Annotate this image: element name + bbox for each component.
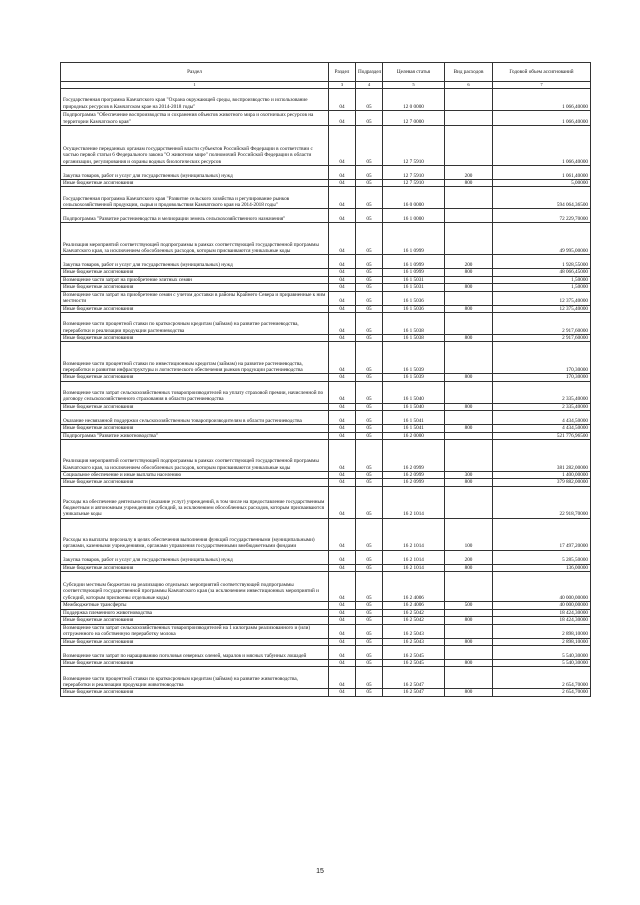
row-podrazdel: 05 — [356, 689, 383, 696]
row-amount: 18 424,30000 — [493, 617, 591, 624]
row-razdel: 04 — [329, 667, 356, 689]
table-row — [61, 638, 591, 645]
row-target-article: 16 1 5036 — [383, 291, 445, 305]
row-amount: 2 898,10000 — [493, 624, 591, 638]
row-razdel: 04 — [329, 305, 356, 312]
header-name: Раздел — [61, 63, 329, 82]
row-expense-type: 300 — [445, 472, 493, 479]
header-target-article: Целевая статья — [383, 63, 445, 82]
row-razdel: 04 — [329, 550, 356, 564]
row-target-article: 16 1 0999 — [383, 255, 445, 269]
row-podrazdel: 05 — [356, 440, 383, 472]
row-podrazdel: 05 — [356, 111, 383, 126]
row-amount: 17 497,20000 — [493, 518, 591, 550]
table-row — [61, 667, 591, 689]
table-row — [61, 111, 591, 126]
row-razdel: 04 — [329, 374, 356, 381]
row-expense-type — [445, 291, 493, 305]
row-amount: 521 776,96500 — [493, 432, 591, 439]
row-expense-type: 800 — [445, 617, 493, 624]
column-number: 1 — [61, 82, 329, 89]
table-row — [61, 425, 591, 432]
table-row — [61, 403, 591, 410]
row-podrazdel: 05 — [356, 209, 383, 223]
row-podrazdel: 05 — [356, 617, 383, 624]
row-amount: 2 917,60000 — [493, 313, 591, 335]
table-row — [61, 335, 591, 342]
row-expense-type: 800 — [445, 659, 493, 666]
row-expense-type: 800 — [445, 269, 493, 276]
row-amount: 1 400,00000 — [493, 472, 591, 479]
table-header-row — [61, 63, 591, 82]
row-target-article: 16 1 0999 — [383, 269, 445, 276]
row-amount: 4 434,50000 — [493, 411, 591, 425]
row-expense-type — [445, 187, 493, 209]
table-row — [61, 572, 591, 602]
row-podrazdel: 05 — [356, 602, 383, 609]
row-amount: 40 000,00000 — [493, 602, 591, 609]
row-razdel: 04 — [329, 440, 356, 472]
table-row — [61, 374, 591, 381]
row-amount: 12 375,40000 — [493, 305, 591, 312]
row-expense-type — [445, 209, 493, 223]
row-razdel: 04 — [329, 411, 356, 425]
row-podrazdel: 05 — [356, 572, 383, 602]
table-row — [61, 255, 591, 269]
table-row — [61, 486, 591, 518]
table-row — [61, 187, 591, 209]
row-name: Иные бюджетные ассигнования — [61, 564, 329, 571]
row-amount: 5 540,30000 — [493, 659, 591, 666]
row-amount: 2 917,60000 — [493, 335, 591, 342]
row-expense-type — [445, 572, 493, 602]
row-target-article: 16 2 0999 — [383, 479, 445, 486]
row-podrazdel: 05 — [356, 432, 383, 439]
row-razdel: 04 — [329, 313, 356, 335]
row-target-article: 16 2 1014 — [383, 550, 445, 564]
row-expense-type: 500 — [445, 602, 493, 609]
row-razdel: 04 — [329, 223, 356, 255]
row-amount: 170,30000 — [493, 342, 591, 374]
row-expense-type: 800 — [445, 284, 493, 291]
table-row — [61, 223, 591, 255]
table-row — [61, 609, 591, 616]
row-target-article: 16 1 5038 — [383, 313, 445, 335]
table-row — [61, 624, 591, 638]
row-expense-type: 200 — [445, 166, 493, 180]
row-target-article: 12 7 5910 — [383, 126, 445, 166]
row-expense-type: 100 — [445, 518, 493, 550]
table-row — [61, 305, 591, 312]
row-target-article: 16 1 5040 — [383, 381, 445, 403]
row-name: Возмещение части затрат на приобретение элитных семян — [61, 276, 329, 283]
row-target-article: 16 2 5045 — [383, 645, 445, 659]
row-target-article: 16 2 5047 — [383, 689, 445, 696]
column-number: 3 — [329, 82, 356, 89]
page-number: 15 — [316, 868, 324, 875]
row-podrazdel: 05 — [356, 269, 383, 276]
row-name: Закупка товаров, работ и услуг для государственных (муниципальных) нужд — [61, 255, 329, 269]
row-amount: 5 285,50000 — [493, 550, 591, 564]
row-podrazdel: 05 — [356, 180, 383, 187]
table-row — [61, 550, 591, 564]
row-razdel: 04 — [329, 659, 356, 666]
row-razdel: 04 — [329, 624, 356, 638]
row-podrazdel: 05 — [356, 564, 383, 571]
row-razdel: 04 — [329, 209, 356, 223]
row-podrazdel: 05 — [356, 425, 383, 432]
row-target-article: 16 2 0000 — [383, 432, 445, 439]
row-podrazdel: 05 — [356, 223, 383, 255]
row-amount: 1 066,40000 — [493, 89, 591, 111]
row-amount: 2 335,40000 — [493, 381, 591, 403]
row-target-article: 16 1 0999 — [383, 223, 445, 255]
row-podrazdel: 05 — [356, 187, 383, 209]
row-name: Иные бюджетные ассигнования — [61, 335, 329, 342]
row-target-article: 16 2 5043 — [383, 638, 445, 645]
row-razdel: 04 — [329, 645, 356, 659]
row-target-article: 16 2 0999 — [383, 440, 445, 472]
table-row — [61, 166, 591, 180]
row-podrazdel: 05 — [356, 667, 383, 689]
header-expense-type: Вид расходов — [445, 63, 493, 82]
table-row — [61, 564, 591, 571]
row-name: Расходы на обеспечение деятельности (оказание услуг) учреждений, в том числе на предоставление государственным бюджетным и автономным учреждениям субсидий, за исключением обособленных расходов, которым присваиваются уникальные коды — [61, 486, 329, 518]
row-target-article: 16 2 4006 — [383, 572, 445, 602]
row-razdel: 04 — [329, 342, 356, 374]
table-row — [61, 284, 591, 291]
column-number: 6 — [445, 82, 493, 89]
row-name: Иные бюджетные ассигнования — [61, 374, 329, 381]
row-target-article: 16 2 5045 — [383, 659, 445, 666]
row-podrazdel: 05 — [356, 472, 383, 479]
row-expense-type: 800 — [445, 403, 493, 410]
row-target-article: 16 2 4006 — [383, 602, 445, 609]
row-expense-type: 800 — [445, 305, 493, 312]
row-razdel: 04 — [329, 403, 356, 410]
row-razdel: 04 — [329, 689, 356, 696]
row-podrazdel: 05 — [356, 255, 383, 269]
row-razdel: 04 — [329, 166, 356, 180]
row-expense-type — [445, 111, 493, 126]
row-razdel: 04 — [329, 269, 356, 276]
row-expense-type — [445, 313, 493, 335]
row-amount: 40 000,00000 — [493, 572, 591, 602]
row-razdel: 04 — [329, 617, 356, 624]
table-row — [61, 89, 591, 111]
row-amount: 1 066,40000 — [493, 126, 591, 166]
row-name: Подпрограмма "Развитие растениеводства и мелиорации земель сельскохозяйственного назначения" — [61, 209, 329, 223]
column-number-row — [61, 82, 591, 89]
row-name: Возмещение части процентной ставки по краткосрочным кредитам (займам) на развитие животноводства, переработки и реализации продукции животноводства — [61, 667, 329, 689]
row-expense-type — [445, 432, 493, 439]
table-row — [61, 269, 591, 276]
row-amount: 1 928,55000 — [493, 255, 591, 269]
row-expense-type — [445, 276, 493, 283]
row-amount: 1 061,40000 — [493, 166, 591, 180]
row-name: Расходы на выплаты персоналу в целях обеспечения выполнения функций государственными (муниципальными) органами, казенными учреждениями, органами управления государственными внебюджетными фондами — [61, 518, 329, 550]
row-expense-type: 800 — [445, 374, 493, 381]
table-row — [61, 291, 591, 305]
row-name: Иные бюджетные ассигнования — [61, 659, 329, 666]
row-razdel: 04 — [329, 111, 356, 126]
row-amount: 4 434,50000 — [493, 425, 591, 432]
row-name: Возмещение части затрат сельскохозяйственных товаропроизводителей на уплату страховой премии, начисленной по договору сельскохозяйственного страхования в области растениеводства — [61, 381, 329, 403]
row-amount: 22 918,70000 — [493, 486, 591, 518]
table-row — [61, 617, 591, 624]
row-expense-type — [445, 89, 493, 111]
row-amount: 2 654,70000 — [493, 667, 591, 689]
row-name: Иные бюджетные ассигнования — [61, 617, 329, 624]
row-podrazdel: 05 — [356, 313, 383, 335]
column-number: 7 — [493, 82, 591, 89]
row-target-article: 16 1 5039 — [383, 374, 445, 381]
row-podrazdel: 05 — [356, 609, 383, 616]
row-target-article: 16 1 5031 — [383, 276, 445, 283]
table-row — [61, 313, 591, 335]
row-name: Закупка товаров, работ и услуг для государственных (муниципальных) нужд — [61, 550, 329, 564]
row-podrazdel: 05 — [356, 479, 383, 486]
row-razdel: 04 — [329, 284, 356, 291]
row-amount: 2 654,70000 — [493, 689, 591, 696]
table-body — [61, 89, 591, 697]
row-razdel: 04 — [329, 255, 356, 269]
header-podrazdel: Подраздел — [356, 63, 383, 82]
row-expense-type — [445, 667, 493, 689]
row-podrazdel: 05 — [356, 291, 383, 305]
row-razdel: 04 — [329, 479, 356, 486]
row-razdel: 04 — [329, 425, 356, 432]
table-row — [61, 479, 591, 486]
row-name: Иные бюджетные ассигнования — [61, 305, 329, 312]
row-podrazdel: 05 — [356, 305, 383, 312]
row-amount: 1,50000 — [493, 284, 591, 291]
table-row — [61, 126, 591, 166]
row-razdel: 04 — [329, 432, 356, 439]
row-expense-type — [445, 645, 493, 659]
row-podrazdel: 05 — [356, 624, 383, 638]
row-podrazdel: 05 — [356, 638, 383, 645]
row-expense-type — [445, 126, 493, 166]
row-name: Иные бюджетные ассигнования — [61, 425, 329, 432]
row-target-article: 16 2 1014 — [383, 518, 445, 550]
row-name: Подпрограмма "Развитие животноводства" — [61, 432, 329, 439]
row-expense-type — [445, 609, 493, 616]
row-razdel: 04 — [329, 187, 356, 209]
row-razdel: 04 — [329, 609, 356, 616]
row-razdel: 04 — [329, 472, 356, 479]
row-podrazdel: 05 — [356, 550, 383, 564]
row-name: Иные бюджетные ассигнования — [61, 269, 329, 276]
row-name: Иные бюджетные ассигнования — [61, 638, 329, 645]
row-razdel: 04 — [329, 638, 356, 645]
row-name: Осуществление переданных органам государственной власти субъектов Российской Федерации в соответствии с частью первой статьи 6 Федерального закона "О животном мире" полномочий Российской Федерации в области организации, регулирования и охраны водных биологических ресурсов — [61, 126, 329, 166]
row-amount: 2 898,10000 — [493, 638, 591, 645]
table-row — [61, 472, 591, 479]
row-name: Иные бюджетные ассигнования — [61, 180, 329, 187]
row-razdel: 04 — [329, 602, 356, 609]
row-target-article: 16 1 5040 — [383, 403, 445, 410]
row-razdel: 04 — [329, 291, 356, 305]
row-razdel: 04 — [329, 126, 356, 166]
row-podrazdel: 05 — [356, 126, 383, 166]
column-number: 5 — [383, 82, 445, 89]
row-razdel: 04 — [329, 381, 356, 403]
row-name: Возмещение части затрат сельскохозяйственных товаропроизводителей на 1 килограмм реализованного и (или) отгруженного на собственную переработку молока — [61, 624, 329, 638]
row-expense-type — [445, 440, 493, 472]
row-podrazdel: 05 — [356, 659, 383, 666]
table-row — [61, 180, 591, 187]
row-name: Закупка товаров, работ и услуг для государственных (муниципальных) нужд — [61, 166, 329, 180]
row-amount: 2 335,40000 — [493, 403, 591, 410]
row-name: Поддержка племенного животноводства — [61, 609, 329, 616]
row-target-article: 16 1 5038 — [383, 335, 445, 342]
table-row — [61, 209, 591, 223]
row-name: Оказание несвязанной поддержки сельскохозяйственным товаропроизводителям в области растениеводства — [61, 411, 329, 425]
row-expense-type — [445, 381, 493, 403]
row-target-article: 16 2 1014 — [383, 486, 445, 518]
row-podrazdel: 05 — [356, 486, 383, 518]
row-amount: 170,30000 — [493, 374, 591, 381]
row-amount: 1 066,40000 — [493, 111, 591, 126]
row-amount: 1,50000 — [493, 276, 591, 283]
row-expense-type — [445, 486, 493, 518]
table-row — [61, 440, 591, 472]
row-name: Межбюджетные трансферты — [61, 602, 329, 609]
row-razdel: 04 — [329, 518, 356, 550]
table-row — [61, 342, 591, 374]
row-name: Государственная программа Камчатского края "Охрана окружающей среды, воспроизводство и использование природных ресурсов в Камчатском крае на 2014-2018 годы" — [61, 89, 329, 111]
table-row — [61, 518, 591, 550]
row-amount: 5,00000 — [493, 180, 591, 187]
row-name: Реализация мероприятий соответствующей подпрограммы в рамках соответствующей государственной программы Камчатского края, за исключением обособленных расходов, которым присваиваются уникальные коды — [61, 440, 329, 472]
row-amount: 72 229,70000 — [493, 209, 591, 223]
row-podrazdel: 05 — [356, 518, 383, 550]
row-podrazdel: 05 — [356, 335, 383, 342]
row-amount: 12 375,40000 — [493, 291, 591, 305]
table-row — [61, 411, 591, 425]
row-amount: 48 066,45000 — [493, 269, 591, 276]
row-target-article: 16 0 0000 — [383, 187, 445, 209]
row-expense-type: 200 — [445, 255, 493, 269]
row-razdel: 04 — [329, 564, 356, 571]
budget-table — [60, 62, 591, 697]
row-target-article: 16 2 5042 — [383, 617, 445, 624]
table-row — [61, 689, 591, 696]
row-expense-type: 800 — [445, 425, 493, 432]
row-target-article: 12 0 0000 — [383, 89, 445, 111]
column-number: 4 — [356, 82, 383, 89]
row-amount: 18 424,30000 — [493, 609, 591, 616]
row-target-article: 12 7 0000 — [383, 111, 445, 126]
row-target-article: 16 2 5047 — [383, 667, 445, 689]
row-podrazdel: 05 — [356, 374, 383, 381]
header-razdel: Раздел — [329, 63, 356, 82]
row-amount: 379 882,00000 — [493, 479, 591, 486]
row-name: Подпрограмма "Обеспечение воспроизводства и сохранения объектов животного мира и охотничьих ресурсов на территории Камчатского края" — [61, 111, 329, 126]
budget-document — [60, 62, 590, 697]
row-name: Иные бюджетные ассигнования — [61, 284, 329, 291]
row-expense-type: 800 — [445, 180, 493, 187]
row-expense-type — [445, 342, 493, 374]
row-razdel: 04 — [329, 180, 356, 187]
row-amount: 5 540,30000 — [493, 645, 591, 659]
row-podrazdel: 05 — [356, 342, 383, 374]
row-amount: 594 064,36500 — [493, 187, 591, 209]
row-target-article: 16 2 1014 — [383, 564, 445, 571]
row-expense-type — [445, 624, 493, 638]
row-name: Возмещение части процентной ставки по краткосрочным кредитам (займам) на развитие растениеводства, переработки и реализации продукции растениеводства — [61, 313, 329, 335]
row-podrazdel: 05 — [356, 89, 383, 111]
row-target-article: 16 1 5041 — [383, 425, 445, 432]
row-target-article: 16 2 5043 — [383, 624, 445, 638]
row-razdel: 04 — [329, 572, 356, 602]
row-expense-type: 800 — [445, 564, 493, 571]
row-target-article: 16 2 0999 — [383, 472, 445, 479]
row-target-article: 16 1 5039 — [383, 342, 445, 374]
row-target-article: 16 2 5042 — [383, 609, 445, 616]
row-target-article: 16 1 5041 — [383, 411, 445, 425]
row-name: Возмещение части процентной ставки по инвестиционным кредитам (займам) на развитие растениеводства, переработки и развития инфраструктуры и логистического обеспечения рынков продукции растениеводства — [61, 342, 329, 374]
row-razdel: 04 — [329, 89, 356, 111]
row-podrazdel: 05 — [356, 284, 383, 291]
row-expense-type: 800 — [445, 479, 493, 486]
table-row — [61, 381, 591, 403]
row-name: Возмещение части затрат на приобретение семян с учетом доставки в районы Крайнего Севера и приравненные к ним местности — [61, 291, 329, 305]
row-name: Иные бюджетные ассигнования — [61, 403, 329, 410]
row-name: Государственная программа Камчатского края "Развитие сельского хозяйства и регулирование рынков сельскохозяйственной продукции, сырья и продовольствия Камчатского края на 2014-2018 годы" — [61, 187, 329, 209]
row-name: Возмещение части затрат по наращиванию поголовья северных оленей, маралов и мясных табунных лошадей — [61, 645, 329, 659]
row-podrazdel: 05 — [356, 411, 383, 425]
row-name: Социальное обеспечение и иные выплаты населению — [61, 472, 329, 479]
row-name: Иные бюджетные ассигнования — [61, 689, 329, 696]
row-expense-type: 800 — [445, 638, 493, 645]
row-podrazdel: 05 — [356, 381, 383, 403]
row-expense-type — [445, 411, 493, 425]
table-row — [61, 276, 591, 283]
row-amount: 381 282,00000 — [493, 440, 591, 472]
row-name: Иные бюджетные ассигнования — [61, 479, 329, 486]
table-row — [61, 659, 591, 666]
row-expense-type: 800 — [445, 335, 493, 342]
row-razdel: 04 — [329, 335, 356, 342]
table-row — [61, 432, 591, 439]
row-podrazdel: 05 — [356, 276, 383, 283]
row-razdel: 04 — [329, 486, 356, 518]
row-name: Реализация мероприятий соответствующей подпрограммы в рамках соответствующей государственной программы Камчатского края, за исключением обособленных расходов, которым присваиваются уникальные коды — [61, 223, 329, 255]
header-annual-amount: Годовой объем ассигнований — [493, 63, 591, 82]
row-amount: 49 995,00000 — [493, 223, 591, 255]
row-podrazdel: 05 — [356, 166, 383, 180]
row-razdel: 04 — [329, 276, 356, 283]
row-expense-type — [445, 223, 493, 255]
table-row — [61, 645, 591, 659]
row-expense-type: 800 — [445, 689, 493, 696]
row-name: Субсидии местным бюджетам на реализацию отдельных мероприятий соответствующей подпрограммы соответствующей государственной программы Камчатского края (за исключением инвестиционных мероприятий и субсидий, которым присвоены отдельные коды) — [61, 572, 329, 602]
row-podrazdel: 05 — [356, 645, 383, 659]
row-amount: 136,00000 — [493, 564, 591, 571]
row-expense-type: 200 — [445, 550, 493, 564]
table-row — [61, 602, 591, 609]
row-target-article: 16 1 0000 — [383, 209, 445, 223]
row-target-article: 16 1 5031 — [383, 284, 445, 291]
row-target-article: 16 1 5036 — [383, 305, 445, 312]
row-podrazdel: 05 — [356, 403, 383, 410]
row-target-article: 12 7 5910 — [383, 166, 445, 180]
row-target-article: 12 7 5910 — [383, 180, 445, 187]
